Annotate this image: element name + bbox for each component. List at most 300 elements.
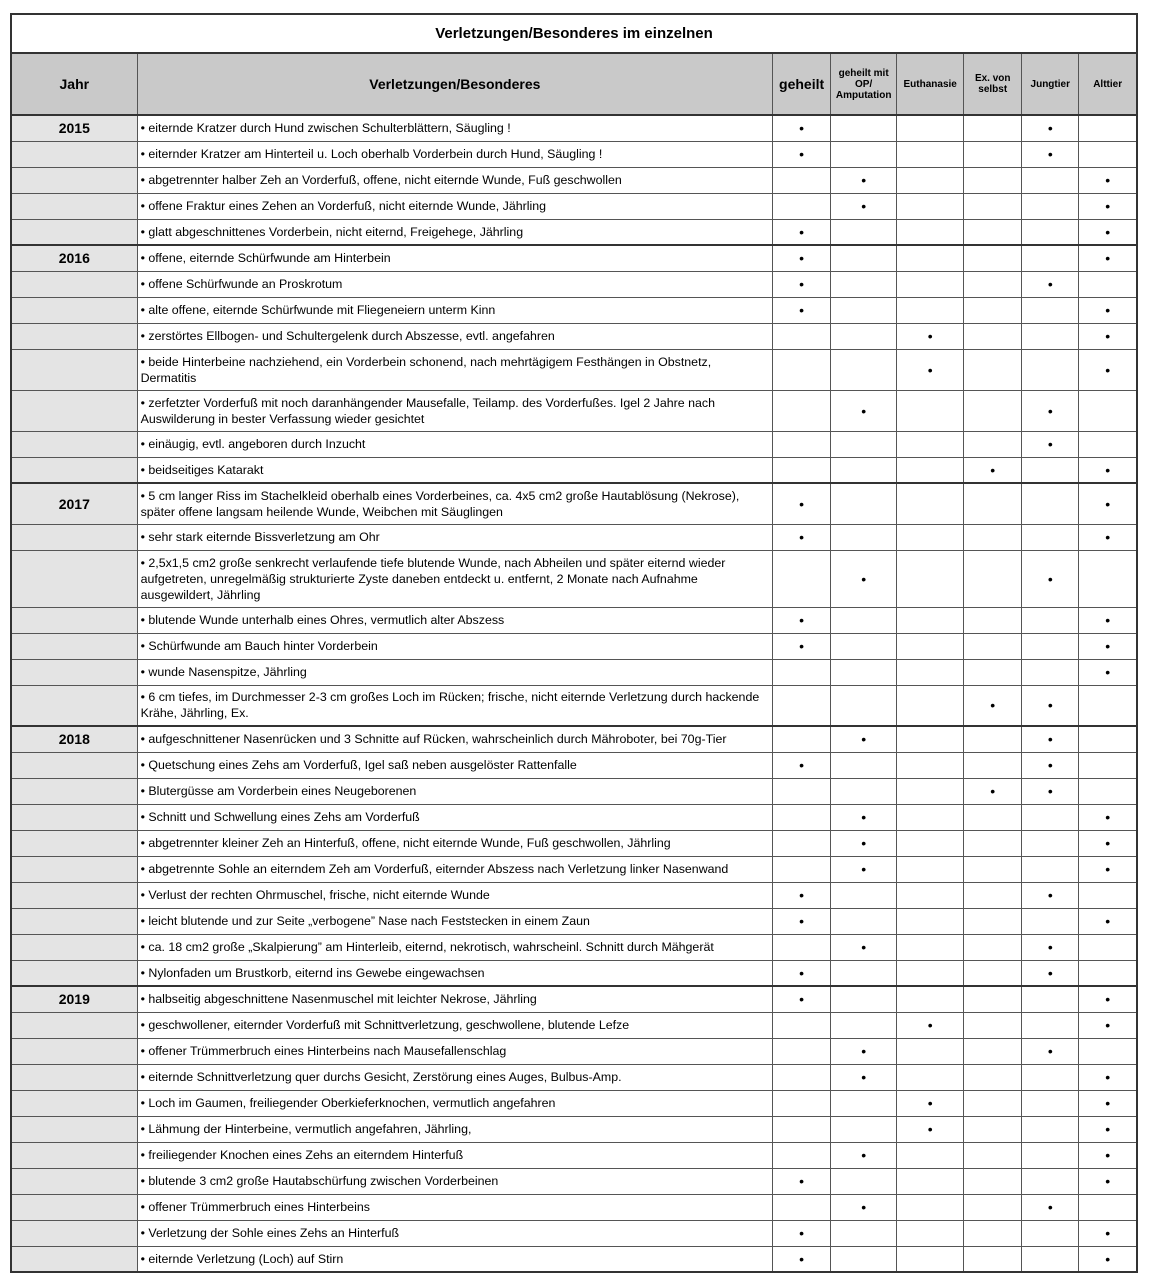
table-row [11,297,1137,323]
description-cell: • 6 cm tiefes, im Durchmesser 2-3 cm großes Loch im Rücken; frische, nicht eiternde Verletzung durch hackende Krähe, Jährling, Ex. [137,685,773,726]
mark-alttier: • [1079,830,1137,856]
table-row [11,550,1137,607]
mark-alttier: • [1079,483,1137,524]
description-cell: • Verletzung der Sohle eines Zehs an Hinterfuß [137,1220,773,1246]
year-cell: 2017 [11,483,137,524]
mark-geheilt [773,1142,831,1168]
year-cell [11,633,137,659]
mark-ex-von-selbst [964,1194,1022,1220]
table-row [11,219,1137,245]
mark-alttier: • [1079,607,1137,633]
mark-op-amputation [831,349,897,390]
mark-alttier: • [1079,323,1137,349]
mark-op-amputation: • [831,830,897,856]
mark-geheilt: • [773,483,831,524]
mark-euthanasie [897,659,964,685]
mark-op-amputation: • [831,726,897,752]
description-cell: • Verlust der rechten Ohrmuschel, frische, nicht eiternde Wunde [137,882,773,908]
mark-ex-von-selbst [964,550,1022,607]
mark-alttier [1079,390,1137,431]
year-cell [11,524,137,550]
mark-op-amputation [831,986,897,1012]
mark-geheilt [773,934,831,960]
mark-alttier: • [1079,1012,1137,1038]
description-cell: • abgetrennter kleiner Zeh an Hinterfuß, offene, nicht eiternde Wunde, Fuß geschwollen, Jährling [137,830,773,856]
description-cell: • ca. 18 cm2 große „Skalpierung” am Hinterleib, eiternd, nekrotisch, wahrscheinl. Schnitt durch Mähgerät [137,934,773,960]
description-cell: • offene, eiternde Schürfwunde am Hinterbein [137,245,773,271]
table-row [11,1246,1137,1272]
header-alttier: Alttier [1079,53,1137,115]
year-cell [11,141,137,167]
table-row [11,685,1137,726]
mark-alttier [1079,934,1137,960]
mark-euthanasie [897,245,964,271]
description-cell: • eiternder Kratzer am Hinterteil u. Loch oberhalb Vorderbein durch Hund, Säugling ! [137,141,773,167]
year-cell: 2019 [11,986,137,1012]
mark-alttier [1079,431,1137,457]
mark-alttier: • [1079,986,1137,1012]
header-geheilt: geheilt [773,53,831,115]
mark-euthanasie [897,856,964,882]
mark-ex-von-selbst [964,607,1022,633]
mark-euthanasie [897,297,964,323]
header-euthanasie: Euthanasie [897,53,964,115]
mark-ex-von-selbst [964,752,1022,778]
mark-ex-von-selbst [964,882,1022,908]
description-cell: • offener Trümmerbruch eines Hinterbeins [137,1194,773,1220]
mark-jungtier [1022,297,1079,323]
mark-alttier: • [1079,193,1137,219]
year-cell [11,856,137,882]
mark-alttier [1079,726,1137,752]
year-cell [11,271,137,297]
mark-jungtier [1022,245,1079,271]
table-row [11,960,1137,986]
year-cell [11,550,137,607]
mark-alttier: • [1079,633,1137,659]
mark-op-amputation [831,778,897,804]
mark-op-amputation [831,752,897,778]
mark-jungtier: • [1022,960,1079,986]
mark-jungtier [1022,1012,1079,1038]
table-row [11,1194,1137,1220]
mark-euthanasie [897,830,964,856]
mark-op-amputation [831,271,897,297]
year-cell [11,752,137,778]
table-row [11,1168,1137,1194]
mark-op-amputation [831,323,897,349]
mark-euthanasie [897,219,964,245]
description-cell: • wunde Nasenspitze, Jährling [137,659,773,685]
mark-euthanasie [897,778,964,804]
mark-euthanasie [897,607,964,633]
table-row [11,245,1137,271]
mark-euthanasie [897,1246,964,1272]
table-row [11,607,1137,633]
mark-ex-von-selbst [964,1090,1022,1116]
year-cell [11,960,137,986]
mark-ex-von-selbst [964,524,1022,550]
mark-ex-von-selbst [964,1012,1022,1038]
table-row [11,633,1137,659]
description-cell: • Lähmung der Hinterbeine, vermutlich angefahren, Jährling, [137,1116,773,1142]
mark-op-amputation: • [831,390,897,431]
description-cell: • eiternde Kratzer durch Hund zwischen Schulterblättern, Säugling ! [137,115,773,141]
mark-op-amputation [831,659,897,685]
mark-jungtier [1022,349,1079,390]
year-cell [11,908,137,934]
description-cell: • zerstörtes Ellbogen- und Schultergelenk durch Abszesse, evtl. angefahren [137,323,773,349]
mark-op-amputation [831,219,897,245]
mark-geheilt [773,804,831,830]
mark-geheilt [773,1116,831,1142]
mark-jungtier [1022,483,1079,524]
mark-euthanasie: • [897,323,964,349]
mark-op-amputation: • [831,856,897,882]
table-row [11,804,1137,830]
mark-alttier [1079,752,1137,778]
mark-op-amputation [831,960,897,986]
header-jahr: Jahr [11,53,137,115]
mark-alttier [1079,271,1137,297]
table-row [11,856,1137,882]
mark-geheilt [773,193,831,219]
description-cell: • abgetrennte Sohle an eiterndem Zeh am Vorderfuß, eiternder Abszess nach Verletzung linker Nasenwand [137,856,773,882]
header-jungtier: Jungtier [1022,53,1079,115]
mark-op-amputation [831,141,897,167]
mark-ex-von-selbst [964,934,1022,960]
mark-jungtier [1022,457,1079,483]
mark-op-amputation: • [831,1038,897,1064]
description-cell: • offene Schürfwunde an Proskrotum [137,271,773,297]
mark-ex-von-selbst [964,1220,1022,1246]
mark-geheilt [773,349,831,390]
year-cell [11,431,137,457]
mark-jungtier: • [1022,390,1079,431]
mark-ex-von-selbst [964,726,1022,752]
mark-ex-von-selbst [964,245,1022,271]
mark-alttier: • [1079,167,1137,193]
mark-geheilt: • [773,271,831,297]
mark-euthanasie [897,726,964,752]
description-cell: • eiternde Schnittverletzung quer durchs Gesicht, Zerstörung eines Auges, Bulbus-Amp. [137,1064,773,1090]
mark-alttier: • [1079,804,1137,830]
header-description: Verletzungen/Besonderes [137,53,773,115]
description-cell: • alte offene, eiternde Schürfwunde mit Fliegeneiern unterm Kinn [137,297,773,323]
mark-jungtier: • [1022,431,1079,457]
table-row [11,1038,1137,1064]
mark-geheilt: • [773,986,831,1012]
mark-jungtier [1022,856,1079,882]
year-cell [11,882,137,908]
mark-jungtier [1022,1220,1079,1246]
mark-op-amputation [831,457,897,483]
mark-jungtier: • [1022,726,1079,752]
mark-jungtier [1022,986,1079,1012]
description-cell: • blutende Wunde unterhalb eines Ohres, vermutlich alter Abszess [137,607,773,633]
description-cell: • Schürfwunde am Bauch hinter Vorderbein [137,633,773,659]
mark-euthanasie: • [897,1116,964,1142]
mark-jungtier: • [1022,271,1079,297]
mark-alttier [1079,882,1137,908]
mark-op-amputation: • [831,193,897,219]
mark-euthanasie: • [897,1012,964,1038]
mark-geheilt [773,457,831,483]
mark-ex-von-selbst [964,193,1022,219]
description-cell: • einäugig, evtl. angeboren durch Inzucht [137,431,773,457]
mark-ex-von-selbst [964,115,1022,141]
year-cell [11,1142,137,1168]
mark-ex-von-selbst: • [964,778,1022,804]
table-row [11,323,1137,349]
mark-jungtier [1022,167,1079,193]
mark-alttier [1079,1038,1137,1064]
description-cell: • blutende 3 cm2 große Hautabschürfung zwischen Vorderbeinen [137,1168,773,1194]
table-row [11,659,1137,685]
mark-geheilt [773,856,831,882]
mark-geheilt [773,830,831,856]
mark-ex-von-selbst: • [964,457,1022,483]
year-cell [11,778,137,804]
mark-op-amputation: • [831,804,897,830]
mark-geheilt: • [773,752,831,778]
mark-geheilt: • [773,219,831,245]
year-cell [11,219,137,245]
mark-op-amputation [831,1168,897,1194]
table-row [11,349,1137,390]
table-row [11,882,1137,908]
mark-ex-von-selbst [964,483,1022,524]
mark-geheilt: • [773,1246,831,1272]
mark-geheilt [773,726,831,752]
mark-euthanasie [897,1142,964,1168]
table-row [11,193,1137,219]
mark-geheilt: • [773,1220,831,1246]
mark-euthanasie [897,141,964,167]
mark-jungtier [1022,323,1079,349]
mark-geheilt: • [773,1168,831,1194]
table-row [11,908,1137,934]
mark-alttier: • [1079,457,1137,483]
description-cell: • zerfetzter Vorderfuß mit noch daranhängender Mausefalle, Teilamp. des Vorderfußes. Igel 2 Jahre nach Auswilderung in bester Verfassung wieder gesichtet [137,390,773,431]
table-row [11,271,1137,297]
year-cell [11,804,137,830]
mark-jungtier [1022,607,1079,633]
mark-alttier: • [1079,908,1137,934]
year-cell [11,1246,137,1272]
year-cell [11,1220,137,1246]
description-cell: • glatt abgeschnittenes Vorderbein, nicht eiternd, Freigehege, Jährling [137,219,773,245]
table-row [11,115,1137,141]
mark-op-amputation [831,245,897,271]
table-row [11,1220,1137,1246]
description-cell: • Blutergüsse am Vorderbein eines Neugeborenen [137,778,773,804]
year-cell [11,390,137,431]
description-cell: • beide Hinterbeine nachziehend, ein Vorderbein schonend, nach mehrtägigem Festhängen in Obstnetz, Dermatitis [137,349,773,390]
mark-jungtier: • [1022,778,1079,804]
mark-euthanasie [897,271,964,297]
description-cell: • 5 cm langer Riss im Stachelkleid oberhalb eines Vorderbeines, ca. 4x5 cm2 große Hautablösung (Nekrose), später offene langsam heilende Wunde, Weibchen mit Säuglingen [137,483,773,524]
mark-alttier: • [1079,297,1137,323]
description-cell: • 2,5x1,5 cm2 große senkrecht verlaufende tiefe blutende Wunde, nach Abheilen und später eiternd wieder aufgetreten, unregelmäßig strukturierte Zyste daneben entdeckt u. entfernt, 2 Monate nach Aufnahme ausgewildert, Jährling [137,550,773,607]
table-row [11,778,1137,804]
mark-euthanasie [897,908,964,934]
mark-geheilt [773,659,831,685]
mark-op-amputation: • [831,1142,897,1168]
mark-euthanasie [897,167,964,193]
mark-jungtier [1022,524,1079,550]
mark-op-amputation [831,297,897,323]
mark-geheilt [773,1194,831,1220]
mark-alttier: • [1079,349,1137,390]
mark-op-amputation [831,431,897,457]
table-row [11,830,1137,856]
mark-ex-von-selbst [964,1142,1022,1168]
mark-ex-von-selbst [964,830,1022,856]
mark-ex-von-selbst: • [964,685,1022,726]
mark-ex-von-selbst [964,986,1022,1012]
mark-ex-von-selbst [964,323,1022,349]
table-row [11,1012,1137,1038]
mark-ex-von-selbst [964,431,1022,457]
header-op-amputation: geheilt mit OP/ Amputation [831,53,897,115]
mark-euthanasie [897,1194,964,1220]
year-cell: 2016 [11,245,137,271]
mark-euthanasie [897,633,964,659]
mark-jungtier [1022,659,1079,685]
mark-op-amputation [831,685,897,726]
mark-geheilt: • [773,141,831,167]
year-cell [11,607,137,633]
mark-ex-von-selbst [964,633,1022,659]
mark-geheilt [773,550,831,607]
mark-jungtier: • [1022,141,1079,167]
mark-jungtier [1022,219,1079,245]
mark-jungtier [1022,908,1079,934]
mark-geheilt: • [773,607,831,633]
mark-geheilt [773,1012,831,1038]
mark-geheilt [773,778,831,804]
mark-alttier: • [1079,1142,1137,1168]
mark-op-amputation [831,908,897,934]
mark-jungtier [1022,193,1079,219]
mark-op-amputation [831,1012,897,1038]
mark-euthanasie [897,882,964,908]
year-cell [11,1168,137,1194]
mark-geheilt [773,167,831,193]
mark-alttier: • [1079,219,1137,245]
year-cell [11,457,137,483]
mark-ex-von-selbst [964,1168,1022,1194]
mark-geheilt: • [773,882,831,908]
mark-jungtier: • [1022,1194,1079,1220]
description-cell: • offene Fraktur eines Zehen an Vorderfuß, nicht eiternde Wunde, Jährling [137,193,773,219]
table-row [11,1142,1137,1168]
mark-geheilt: • [773,297,831,323]
description-cell: • freiliegender Knochen eines Zehs an eiterndem Hinterfuß [137,1142,773,1168]
mark-op-amputation [831,607,897,633]
mark-ex-von-selbst [964,856,1022,882]
mark-op-amputation [831,1116,897,1142]
mark-ex-von-selbst [964,349,1022,390]
mark-euthanasie [897,752,964,778]
description-cell: • eiternde Verletzung (Loch) auf Stirn [137,1246,773,1272]
mark-euthanasie [897,390,964,431]
mark-ex-von-selbst [964,271,1022,297]
mark-jungtier: • [1022,685,1079,726]
mark-jungtier [1022,1246,1079,1272]
mark-geheilt [773,1064,831,1090]
table-row [11,167,1137,193]
year-cell: 2018 [11,726,137,752]
description-cell: • geschwollener, eiternder Vorderfuß mit Schnittverletzung, geschwollene, blutende Lefze [137,1012,773,1038]
table-row [11,1116,1137,1142]
injury-table [10,13,1138,1273]
mark-geheilt [773,1038,831,1064]
table-row [11,457,1137,483]
mark-jungtier: • [1022,752,1079,778]
year-cell [11,1012,137,1038]
description-cell: • Quetschung eines Zehs am Vorderfuß, Igel saß neben ausgelöster Rattenfalle [137,752,773,778]
mark-jungtier: • [1022,1038,1079,1064]
mark-op-amputation [831,524,897,550]
description-cell: • sehr stark eiternde Bissverletzung am Ohr [137,524,773,550]
mark-ex-von-selbst [964,908,1022,934]
mark-op-amputation: • [831,550,897,607]
mark-op-amputation [831,1090,897,1116]
description-cell: • Nylonfaden um Brustkorb, eiternd ins Gewebe eingewachsen [137,960,773,986]
table-row [11,934,1137,960]
year-cell [11,1090,137,1116]
mark-jungtier [1022,1064,1079,1090]
mark-geheilt: • [773,908,831,934]
year-cell [11,830,137,856]
description-cell: • abgetrennter halber Zeh an Vorderfuß, offene, nicht eiternde Wunde, Fuß geschwollen [137,167,773,193]
mark-ex-von-selbst [964,390,1022,431]
year-cell [11,1194,137,1220]
mark-alttier: • [1079,659,1137,685]
mark-jungtier [1022,830,1079,856]
mark-alttier [1079,1194,1137,1220]
mark-geheilt [773,1090,831,1116]
table-row [11,141,1137,167]
description-cell: • halbseitig abgeschnittene Nasenmuschel mit leichter Nekrose, Jährling [137,986,773,1012]
mark-alttier: • [1079,856,1137,882]
mark-geheilt: • [773,245,831,271]
mark-geheilt: • [773,960,831,986]
mark-euthanasie [897,524,964,550]
table-title: Verletzungen/Besonderes im einzelnen [11,14,1137,53]
mark-jungtier [1022,1168,1079,1194]
description-cell: • Schnitt und Schwellung eines Zehs am Vorderfuß [137,804,773,830]
mark-euthanasie [897,431,964,457]
description-cell: • leicht blutende und zur Seite „verbogene” Nase nach Feststecken in einem Zaun [137,908,773,934]
mark-geheilt [773,431,831,457]
mark-euthanasie [897,804,964,830]
mark-euthanasie [897,1220,964,1246]
mark-ex-von-selbst [964,141,1022,167]
year-cell [11,193,137,219]
mark-euthanasie: • [897,1090,964,1116]
mark-jungtier [1022,1090,1079,1116]
year-cell [11,297,137,323]
mark-op-amputation [831,1220,897,1246]
mark-jungtier [1022,1116,1079,1142]
mark-op-amputation: • [831,1194,897,1220]
mark-op-amputation: • [831,167,897,193]
mark-geheilt [773,685,831,726]
description-cell: • aufgeschnittener Nasenrücken und 3 Schnitte auf Rücken, wahrscheinlich durch Mähroboter, bei 70g-Tier [137,726,773,752]
